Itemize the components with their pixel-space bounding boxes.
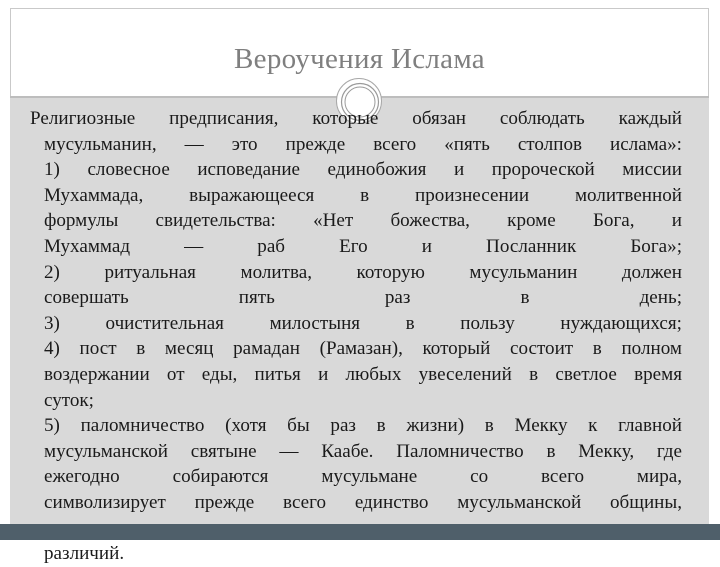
body-line: различий. (44, 543, 125, 565)
body-line: мусульманин, — это прежде всего «пять столпов ислама»: (44, 133, 682, 155)
body-line: 1) словесное исповедание единобожия и пророческой миссии (44, 159, 682, 181)
body-line: мусульманской святыне — Каабе. Паломничество в Мекку, где (44, 440, 682, 462)
footer-bar (0, 524, 720, 540)
body-line: формулы свидетельства: «Нет божества, кроме Бога, и (44, 210, 682, 232)
body-line: 2) ритуальная молитва, которую мусульманин должен (44, 261, 682, 283)
body-text (30, 106, 682, 567)
body-line: символизирует прежде всего единство мусульманской общины, (44, 491, 682, 513)
body-line: ежегодно собираются мусульмане со всего мира, (44, 466, 682, 488)
body-line: 3) очистительная милостыня в пользу нуждающихся; (44, 312, 682, 334)
body-line: Мухаммада, выражающееся в произнесении молитвенной (44, 184, 682, 206)
slide-title: Вероучения Ислама (234, 43, 485, 75)
body-line: Мухаммад — раб Его и Посланник Бога»; (44, 235, 682, 257)
body-line: 5) паломничество (хотя бы раз в жизни) в Мекку к главной (44, 415, 682, 437)
body-line: воздержании от еды, питья и любых увеселений в светлое время (44, 363, 682, 385)
body-line: Религиозные предписания, которые обязан соблюдать каждый (30, 108, 682, 129)
body-line: суток; (44, 389, 94, 411)
body-line: совершать пять раз в день; (44, 287, 682, 309)
body-line: 4) пост в месяц рамадан (Рамазан), который состоит в полном (44, 338, 682, 360)
